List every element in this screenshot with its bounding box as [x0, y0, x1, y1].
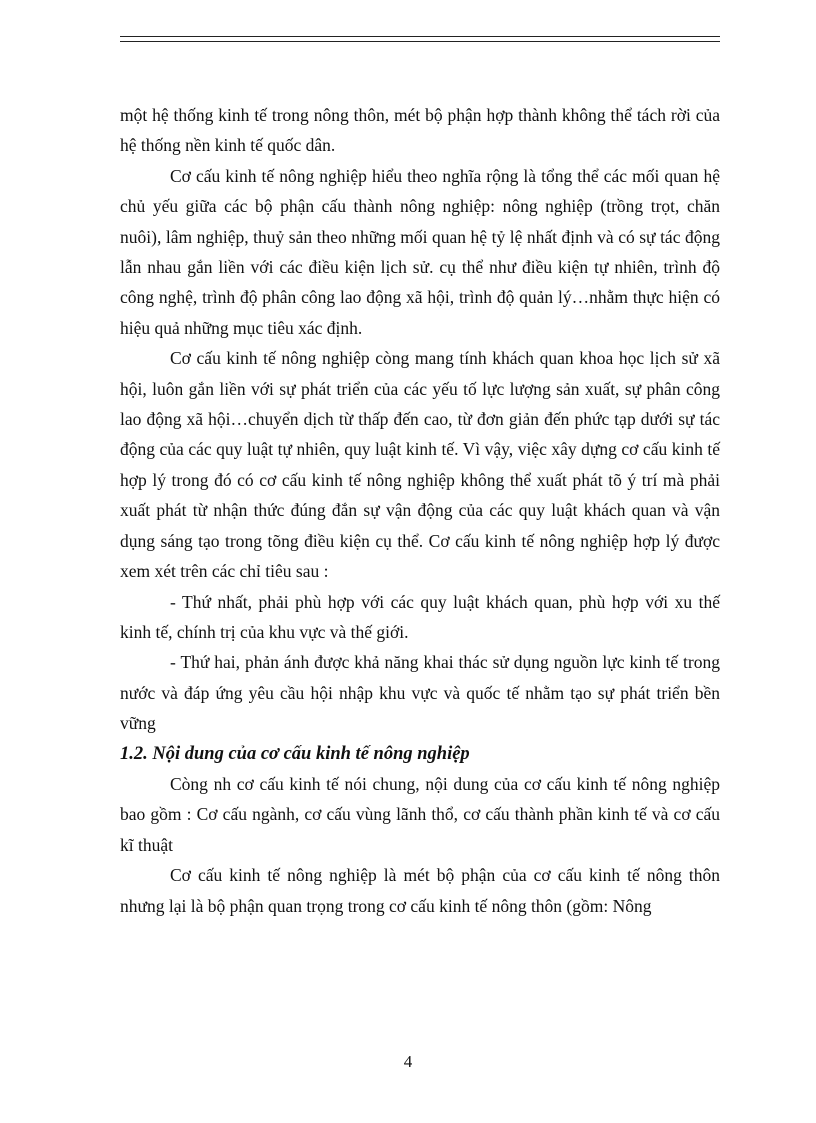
paragraph-rural-structure: Cơ cấu kinh tế nông nghiệp là mét bộ phận của cơ cấu kinh tế nông thôn nhưng lại là bộ phận quan trọng trong cơ cấu kinh tế nông thôn (gồm: Nông [120, 865, 720, 916]
paragraph-objective-nature: Cơ cấu kinh tế nông nghiệp còng mang tính khách quan khoa học lịch sử xã hội, luôn gắn liền với sự phát triển của các yếu tố lực lượng sản xuất, sự phân công lao động xã hội…chuyển dịch từ thấp đến cao, từ đơn giản đến phức tạp dưới sự tác động của các quy luật tự nhiên, quy luật kinh tế. Vì vậy, việc xây dựng cơ cấu kinh tế hợp lý trong đó có cơ cấu kinh tế nông nghiệp không thể xuất phát tõ ý trí mà phải xuất phát từ nhận thức đúng đắn sự vận động của các quy luật khách quan và vận dụng sáng tạo trong tõng điều kiện cụ thể. Cơ cấu kinh tế nông nghiệp hợp lý được xem xét trên các chỉ tiêu sau : [120, 348, 720, 582]
criterion-first: - Thứ nhất, phải phù hợp với các quy luật khách quan, phù hợp với xu thế kinh tế, chính trị của khu vực và thế giới. [120, 591, 720, 642]
paragraph-continuation: một hệ thống kinh tế trong nông thôn, mét bộ phận hợp thành không thể tách rời của hệ thống nền kinh tế quốc dân. [120, 105, 720, 156]
header-rule-bottom [120, 41, 720, 42]
section-heading: 1.2. Nội dung của cơ cấu kinh tế nông nghiệp [120, 743, 470, 764]
header-rule-top [120, 36, 720, 37]
paragraph-content-overview: Còng nh cơ cấu kinh tế nói chung, nội dung của cơ cấu kinh tế nông nghiệp bao gồm : Cơ cấu ngành, cơ cấu vùng lãnh thổ, cơ cấu thành phần kinh tế và cơ cấu kĩ thuật [120, 773, 720, 855]
criterion-second: - Thứ hai, phản ánh được khả năng khai thác sử dụng nguồn lực kinh tế trong nước và đáp ứng yêu cầu hội nhập khu vực và quốc tế nhằm tạo sự phát triển bền vững [120, 652, 720, 734]
page-body [120, 100, 720, 921]
paragraph-definition: Cơ cấu kinh tế nông nghiệp hiểu theo nghĩa rộng là tổng thể các mối quan hệ chủ yếu giữa các bộ phận cấu thành nông nghiệp: nông nghiệp (trồng trọt, chăn nuôi), lâm nghiệp, thuỷ sản theo những mối quan hệ tỷ lệ nhất định và có sự tác động lẫn nhau gắn liền với các điều kiện lịch sử. cụ thể như điều kiện tự nhiên, trình độ công nghệ, trình độ phân công lao động xã hội, trình độ quản lý…nhằm thực hiện có hiệu quả những mục tiêu xác định. [120, 165, 720, 338]
page-number: 4 [403, 1052, 413, 1071]
